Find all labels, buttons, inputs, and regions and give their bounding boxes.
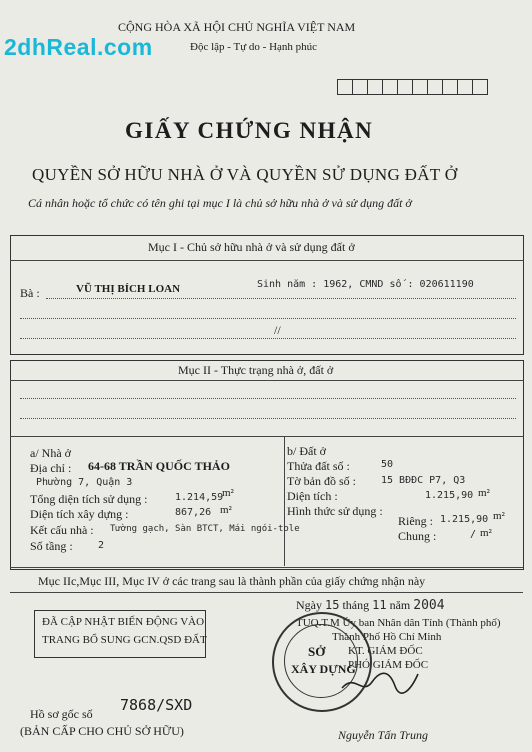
authority-line-2: Thành Phố Hồ Chí Minh bbox=[332, 631, 442, 643]
owner-line-1 bbox=[46, 298, 516, 299]
note-bottom-rule bbox=[10, 592, 523, 593]
parcel-value: 50 bbox=[381, 459, 394, 470]
date-year-label: năm bbox=[389, 598, 411, 612]
structure-label: Kết cấu nhà : bbox=[30, 523, 94, 537]
shared-label: Chung : bbox=[398, 529, 437, 543]
floors-label: Số tầng : bbox=[30, 539, 73, 553]
usage-label: Hình thức sử dụng : bbox=[287, 504, 383, 518]
map-sheet-value: 15 BĐĐC P7, Q3 bbox=[381, 475, 466, 486]
total-area-label: Tổng diện tích sử dụng : bbox=[30, 492, 148, 506]
authority-line-1: TUQ.T.M Ủy ban Nhân dân Tỉnh (Thành phố) bbox=[296, 617, 501, 629]
land-heading: b/ Đất ở bbox=[287, 444, 327, 458]
house-heading: a/ Nhà ở bbox=[30, 446, 71, 460]
country-header: CỘNG HÒA XÃ HỘI CHỦ NGHĨA VIỆT NAM bbox=[118, 20, 356, 34]
section-1-heading-rule bbox=[10, 260, 523, 261]
date-prefix: Ngày bbox=[296, 598, 322, 612]
build-area-label: Diện tích xây dựng : bbox=[30, 507, 129, 521]
date-year: 2004 bbox=[413, 598, 445, 613]
date-month-label: tháng bbox=[342, 598, 370, 612]
motto: Độc lập - Tự do - Hạnh phúc bbox=[190, 41, 318, 53]
date-month: 11 bbox=[372, 598, 387, 612]
section-2-line-1 bbox=[20, 398, 516, 399]
document-title: GIẤY CHỨNG NHẬN bbox=[125, 118, 374, 143]
land-area-label: Diện tích : bbox=[287, 489, 338, 503]
authority-line-4: PHÓ GIÁM ĐỐC bbox=[348, 659, 429, 671]
owner-prefix: Bà : bbox=[20, 286, 40, 300]
watermark: 2dhReal.com bbox=[4, 34, 153, 60]
private-label: Riêng : bbox=[398, 514, 433, 528]
update-stamp-line-1: ĐÃ CẬP NHẬT BIẾN ĐỘNG VÀO bbox=[42, 616, 205, 628]
section-2-divider bbox=[284, 436, 285, 566]
build-area-value: 867,26 bbox=[175, 507, 212, 518]
owner-info: Sinh năm : 1962, CMND số : 020611190 bbox=[257, 279, 474, 290]
ward-value: Phường 7, Quận 3 bbox=[36, 477, 133, 488]
private-value: 1.215,90 bbox=[440, 514, 489, 525]
structure-value: Tường gạch, Sàn BTCT, Mái ngói-tole bbox=[110, 524, 300, 534]
section-2-split-rule bbox=[10, 436, 523, 437]
total-area-value: 1.214,59 bbox=[175, 492, 224, 503]
authority-line-3: KT. GIÁM ĐỐC bbox=[348, 645, 423, 657]
seal-center-line-2: XÂY DỰNG bbox=[291, 662, 356, 676]
section-2-line-2 bbox=[20, 418, 516, 419]
section-2-heading-rule bbox=[10, 380, 523, 381]
private-unit: m² bbox=[493, 510, 505, 522]
signer-name: Nguyễn Tấn Trung bbox=[338, 728, 429, 742]
total-area-unit: m² bbox=[222, 487, 234, 499]
owner-name: VŨ THỊ BÍCH LOAN bbox=[76, 283, 181, 295]
continuation-note: Mục IIc,Mục III, Mục IV ở các trang sau là thành phần của giấy chứng nhận này bbox=[38, 574, 426, 588]
address-label: Địa chỉ : bbox=[30, 461, 72, 475]
shared-unit: m² bbox=[480, 527, 492, 539]
signature-mark bbox=[340, 668, 420, 698]
ditto-mark: // bbox=[274, 323, 281, 337]
serial-number-boxes bbox=[338, 79, 488, 95]
note-top-rule bbox=[10, 567, 523, 568]
shared-value: / bbox=[470, 529, 477, 540]
address-value: 64-68 TRẦN QUỐC THẢO bbox=[88, 459, 230, 473]
copy-note: (BẢN CẤP CHO CHỦ SỞ HỮU) bbox=[20, 724, 184, 738]
date-day: 15 bbox=[325, 598, 340, 612]
map-sheet-label: Tờ bản đồ số : bbox=[287, 474, 357, 488]
land-area-value: 1.215,90 bbox=[425, 490, 474, 501]
land-area-unit: m² bbox=[478, 487, 490, 499]
owner-line-3 bbox=[20, 338, 516, 339]
seal-center-line-1: SỞ bbox=[308, 644, 326, 659]
update-stamp-line-2: TRANG BỔ SUNG GCN.QSD ĐẤT bbox=[42, 634, 207, 646]
section-1-heading: Mục I - Chủ sở hữu nhà ở và sử dụng đất ở bbox=[148, 240, 355, 254]
section-2-heading: Mục II - Thực trạng nhà ở, đất ở bbox=[178, 363, 334, 377]
intro-text: Cá nhân hoặc tổ chức có tên ghi tại mục I là chủ sở hữu nhà ở và sử dụng đất ở bbox=[28, 196, 412, 210]
owner-line-2 bbox=[20, 318, 516, 319]
date-line bbox=[296, 598, 445, 613]
record-label: Hồ sơ gốc số bbox=[30, 707, 93, 721]
record-value: 7868/SXD bbox=[120, 696, 193, 714]
parcel-label: Thửa đất số : bbox=[287, 459, 350, 473]
build-area-unit: m² bbox=[220, 504, 232, 516]
document-subtitle: QUYỀN SỞ HỮU NHÀ Ở VÀ QUYỀN SỬ DỤNG ĐẤT Ở bbox=[32, 165, 458, 184]
floors-value: 2 bbox=[98, 540, 105, 551]
